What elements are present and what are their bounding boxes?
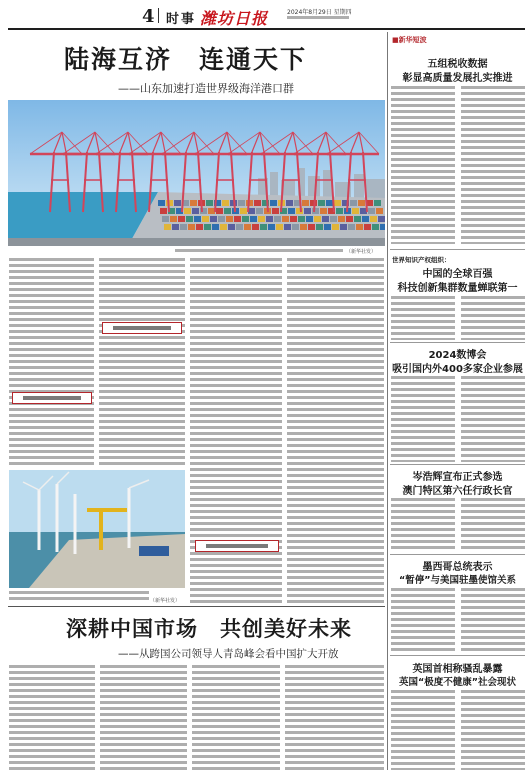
port-wind-photo xyxy=(9,470,185,588)
brief-body xyxy=(391,498,455,552)
container xyxy=(164,224,171,230)
container xyxy=(354,216,361,222)
container xyxy=(362,216,369,222)
container xyxy=(330,216,337,222)
brief-headline-line: 中国的全球百强 xyxy=(422,269,493,280)
inset-photo-caption-text xyxy=(9,591,149,601)
container xyxy=(194,216,201,222)
story-divider xyxy=(8,606,385,607)
brief-body xyxy=(461,376,525,462)
brief-body xyxy=(461,588,525,652)
brief-headline-line: 彰显高质量发展扎实推进 xyxy=(402,73,513,84)
sidebar-rule xyxy=(387,32,388,770)
container xyxy=(376,208,383,214)
container xyxy=(276,224,283,230)
container xyxy=(346,216,353,222)
second-subheadline: ——从跨国公司领导人青岛峰会看中国扩大开放 xyxy=(118,648,339,660)
container xyxy=(334,200,341,206)
container xyxy=(174,200,181,206)
container xyxy=(188,224,195,230)
brief-body xyxy=(391,86,455,244)
container xyxy=(260,224,267,230)
brief-body xyxy=(461,498,525,552)
container xyxy=(380,224,385,230)
container xyxy=(222,200,229,206)
brief-body xyxy=(391,588,455,652)
container xyxy=(314,216,321,222)
brief-body xyxy=(391,690,455,770)
container xyxy=(332,224,339,230)
container xyxy=(234,216,241,222)
container xyxy=(212,224,219,230)
container xyxy=(292,224,299,230)
brief-divider xyxy=(390,249,525,250)
container xyxy=(282,216,289,222)
brief-headline-line: 澳门特区第六任行政长官 xyxy=(402,486,513,497)
container xyxy=(196,224,203,230)
container xyxy=(190,200,197,206)
container xyxy=(350,200,357,206)
container xyxy=(308,224,315,230)
road xyxy=(8,238,385,246)
container xyxy=(274,216,281,222)
container xyxy=(338,216,345,222)
container xyxy=(258,216,265,222)
sidebar-label: ■新华短波 xyxy=(392,36,427,44)
container xyxy=(218,216,225,222)
editor-credits xyxy=(287,16,349,20)
brief-body xyxy=(461,296,525,340)
container xyxy=(270,200,277,206)
brief-headline-line: “暂停”与美国驻墨使馆关系 xyxy=(399,575,516,586)
container xyxy=(316,224,323,230)
lead-subheadline: ——山东加速打造世界级海洋港口群 xyxy=(118,82,294,95)
newspaper-logo: 潍坊日报 xyxy=(200,9,269,28)
brief-headline-line: 科技创新集群数量蝉联第一 xyxy=(397,283,518,294)
brief-headline-line: 英国首相称骚乱暴露 xyxy=(412,664,503,675)
container xyxy=(318,200,325,206)
container xyxy=(348,224,355,230)
lead-body-col-2 xyxy=(99,258,185,465)
container xyxy=(192,208,199,214)
photo-credit: （新华社发） xyxy=(346,249,377,255)
container xyxy=(372,224,379,230)
container xyxy=(352,208,359,214)
container xyxy=(240,208,247,214)
section-subheading xyxy=(102,322,182,334)
container xyxy=(324,224,331,230)
container xyxy=(300,224,307,230)
second-headline: 深耕中国市场 共创美好未来 xyxy=(66,616,352,641)
container xyxy=(210,216,217,222)
lead-body-col-1 xyxy=(9,258,94,465)
crane xyxy=(99,510,103,550)
brief-divider xyxy=(390,554,525,555)
second-body-col-1 xyxy=(9,665,95,770)
brief-headline-line: 五组税收数据 xyxy=(427,59,488,70)
container xyxy=(304,208,311,214)
container xyxy=(236,224,243,230)
container xyxy=(368,208,375,214)
container xyxy=(224,208,231,214)
container xyxy=(158,200,165,206)
brief-divider xyxy=(390,342,525,343)
container xyxy=(288,208,295,214)
container xyxy=(172,224,179,230)
container xyxy=(284,224,291,230)
container xyxy=(320,208,327,214)
ship-deck xyxy=(139,546,169,556)
container xyxy=(160,208,167,214)
container xyxy=(208,208,215,214)
lead-headline: 陆海互济 连通天下 xyxy=(64,45,308,74)
container xyxy=(186,216,193,222)
container xyxy=(296,208,303,214)
container xyxy=(238,200,245,206)
container xyxy=(336,208,343,214)
inset-photo-credit: （新华社发） xyxy=(150,598,181,604)
container xyxy=(242,216,249,222)
container xyxy=(256,208,263,214)
brief-headline-line: 吸引国内外400多家企业参展 xyxy=(392,364,523,375)
container xyxy=(370,216,377,222)
weekday: 星期四 xyxy=(333,9,352,16)
container xyxy=(322,216,329,222)
second-body-col-2 xyxy=(100,665,187,770)
brief-body xyxy=(461,86,525,244)
container xyxy=(226,216,233,222)
second-body-col-3 xyxy=(192,665,280,770)
container xyxy=(356,224,363,230)
brief-body xyxy=(391,376,455,462)
container xyxy=(290,216,297,222)
container xyxy=(272,208,279,214)
container xyxy=(302,200,309,206)
container xyxy=(252,224,259,230)
header-rule xyxy=(8,28,525,30)
container xyxy=(340,224,347,230)
lead-body-col-4 xyxy=(287,258,384,603)
container xyxy=(326,200,333,206)
container xyxy=(180,224,187,230)
photo-caption-text xyxy=(175,249,343,253)
container xyxy=(162,216,169,222)
container xyxy=(202,216,209,222)
date: 2024年8月29日 xyxy=(287,9,332,16)
brief-divider xyxy=(390,655,525,656)
container xyxy=(204,224,211,230)
issue-date xyxy=(287,7,352,16)
header-divider xyxy=(158,8,159,23)
harbor-photo xyxy=(8,100,385,246)
container xyxy=(178,216,185,222)
container xyxy=(244,224,251,230)
section-subheading xyxy=(12,392,92,404)
container xyxy=(170,216,177,222)
container xyxy=(306,216,313,222)
container xyxy=(228,224,235,230)
brief-body xyxy=(461,690,525,770)
section-name: 时事 xyxy=(166,12,197,27)
container xyxy=(216,208,223,214)
container xyxy=(364,224,371,230)
container xyxy=(268,224,275,230)
brief-headline-line: 墨西哥总统表示 xyxy=(422,562,493,573)
container xyxy=(206,200,213,206)
container xyxy=(374,200,381,206)
brief-headline-line: 岑浩辉宣布正式参选 xyxy=(412,472,503,483)
container xyxy=(312,208,319,214)
container xyxy=(286,200,293,206)
page-number: 4 xyxy=(142,6,155,27)
container xyxy=(250,216,257,222)
container xyxy=(358,200,365,206)
brief-kicker: 世界知识产权组织： xyxy=(392,256,451,264)
brief-headline-line: 英国“极度不健康”社会现状 xyxy=(399,677,516,688)
container xyxy=(378,216,385,222)
brief-divider xyxy=(390,464,525,465)
section-subheading xyxy=(195,540,279,552)
brief-headline-line: 2024数博会 xyxy=(428,350,487,361)
container xyxy=(298,216,305,222)
brief-body xyxy=(391,296,455,340)
second-body-col-4 xyxy=(285,665,384,770)
container xyxy=(184,208,191,214)
container xyxy=(254,200,261,206)
container xyxy=(266,216,273,222)
container xyxy=(220,224,227,230)
